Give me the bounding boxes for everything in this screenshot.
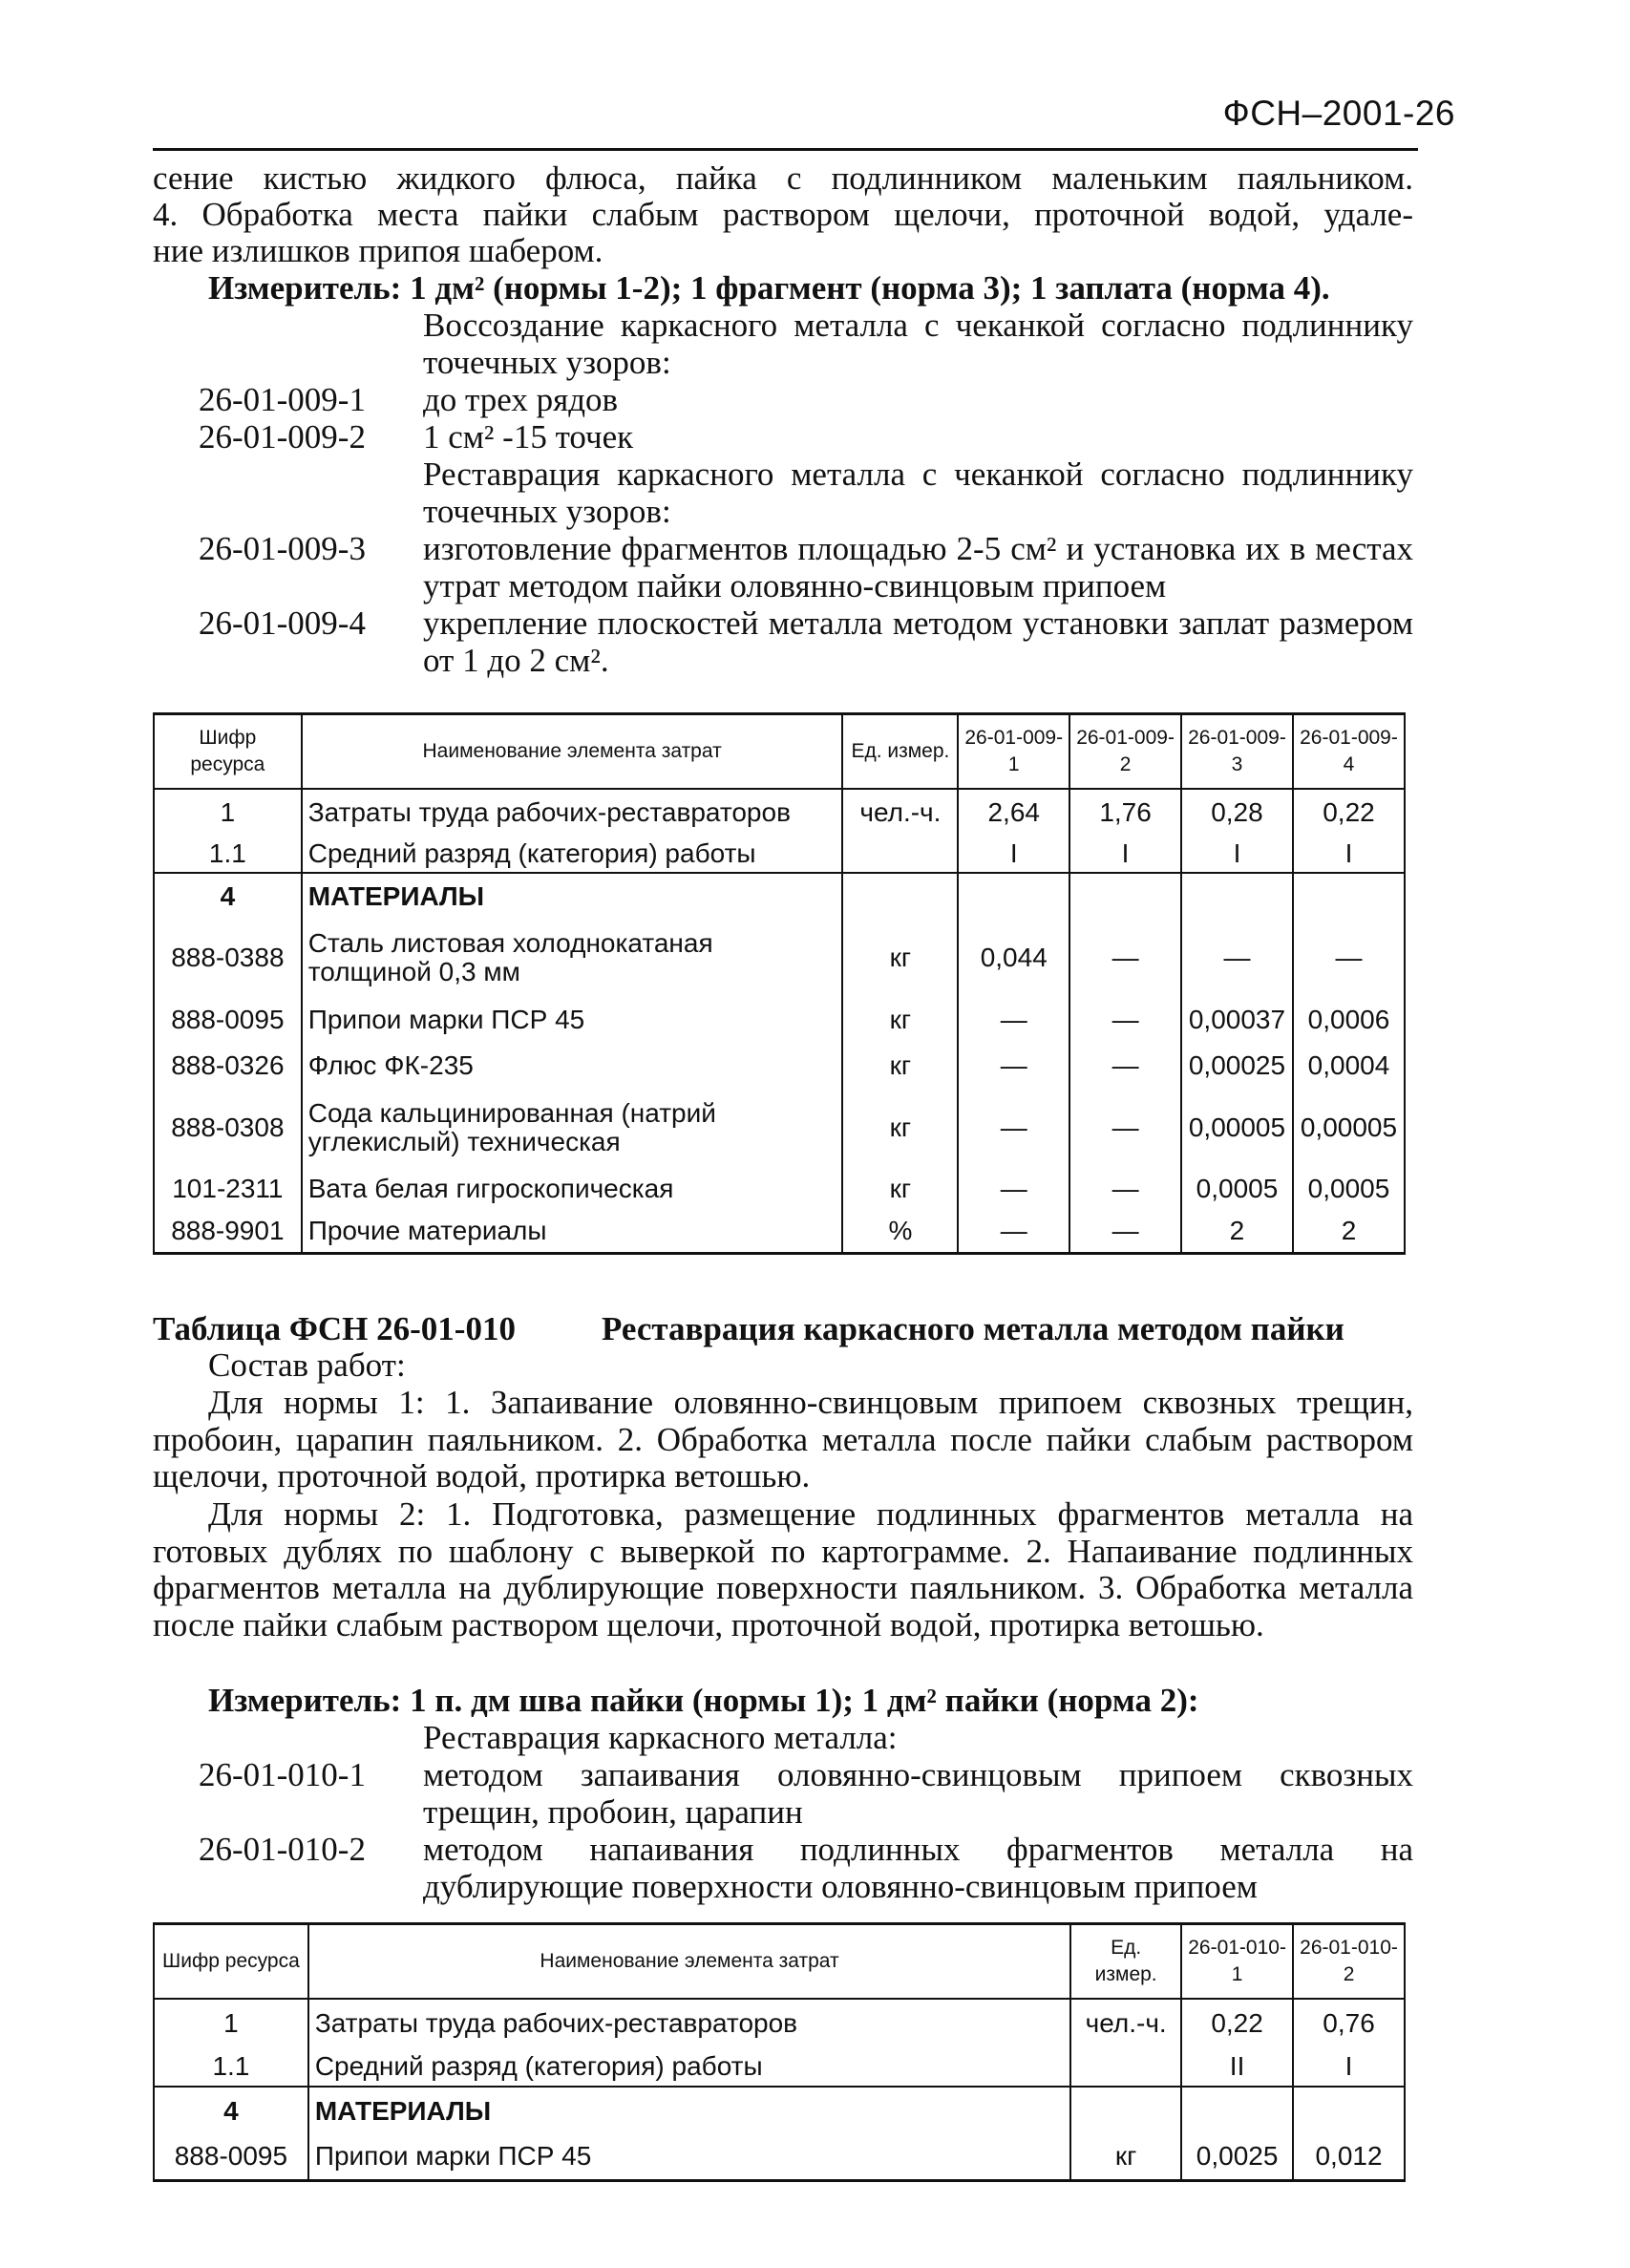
- text-line: сение кистью жидкого флюса, пайка с подлинником маленьким паяльником.: [153, 159, 1413, 197]
- table-row: 888-0326 Флюс ФК-235 кг — — 0,00025 0,0004: [154, 1043, 1405, 1089]
- table-title: [153, 1310, 1344, 1348]
- table-subtitle: Реставрация каркасного металла методом пайки: [602, 1310, 1344, 1347]
- text-line: ние излишков припоя шабером.: [153, 232, 603, 269]
- paragraph: Для нормы 2: 1. Подготовка, размещение подлинных фрагментов металла на готовых дублях по шаблону с выверкой по картограмме. 2. Напаивание подлинных фрагментов металла на дублирующие поверхности паяльником. 3. Обработка металла после пайки слабым раствором щелочи, проточной водой, протирка ветошью.: [153, 1495, 1413, 1643]
- table-row: 888-0308 Сода кальцинированная (натрий углекислый) техническая кг — — 0,00005 0,00005: [154, 1089, 1405, 1167]
- table-row: 888-0388 Сталь листовая холоднокатаная толщиной 0,3 мм кг 0,044 — — —: [154, 919, 1405, 997]
- norm-group-heading: Реставрация каркасного металла с чеканкой согласно подлиннику точечных узоров:: [423, 456, 1413, 530]
- measure-line: Измеритель: 1 дм² (нормы 1-2); 1 фрагмент (норма 3); 1 заплата (норма 4).: [208, 269, 1330, 307]
- table-label: Таблица ФСН 26-01-010: [153, 1310, 516, 1347]
- table-row: 888-0095 Припои марки ПСР 45 кг — — 0,00037 0,0006: [154, 997, 1405, 1043]
- table-row: 1.1 Средний разряд (категория) работы II I: [154, 2046, 1405, 2087]
- table-row: 1.1 Средний разряд (категория) работы I I I I: [154, 835, 1405, 873]
- norm-entry: 26-01-009-4 укрепление плоскостей металла методом установки заплат размером от 1 до 2 см².: [199, 604, 1413, 679]
- table-section-row: 4 МАТЕРИАЛЫ: [154, 873, 1405, 919]
- paragraph: Для нормы 1: 1. Запаивание оловянно-свинцовым припоем сквозных трещин, пробоин, царапин паяльником. 2. Обработка металла после пайки слабым раствором щелочи, проточной водой, протирка ветошью.: [153, 1384, 1413, 1494]
- table-row: 888-9901 Прочие материалы % — — 2 2: [154, 1211, 1405, 1253]
- text-line: 4. Обработка места пайки слабым раствором щелочи, проточной водой, удале-: [153, 196, 1413, 233]
- norm-entry: 26-01-010-2 методом напаивания подлинных фрагментов металла на дублирующие поверхности оловянно-свинцовым припоем: [199, 1831, 1413, 1905]
- measure-line: Измеритель: 1 п. дм шва пайки (нормы 1); 1 дм² пайки (норма 2):: [208, 1682, 1199, 1719]
- work-label: Состав работ:: [208, 1346, 406, 1384]
- document-code: ФСН–2001-26: [1222, 94, 1455, 133]
- header-rule: [153, 148, 1418, 151]
- resource-table-2: [153, 1922, 1406, 2182]
- table-header-row: Шифр ресурса Наименование элемента затрат Ед. измер. 26-01-009-1 26-01-009-2 26-01-009-3 26-01-009-4: [154, 714, 1405, 790]
- norm-group-heading: Реставрация каркасного металла:: [423, 1719, 898, 1756]
- norm-entry: 26-01-009-3 изготовление фрагментов площадью 2-5 см² и установка их в местах утрат методом пайки оловянно-свинцовым припоем: [199, 530, 1413, 604]
- table-row: 1 Затраты труда рабочих-реставраторов чел.-ч. 0,22 0,76: [154, 1999, 1405, 2046]
- norm-entry: 26-01-010-1 методом запаивания оловянно-свинцовым припоем сквозных трещин, пробоин, царапин: [199, 1756, 1413, 1831]
- table-header-row: Шифр ресурса Наименование элемента затрат Ед. измер. 26-01-010-1 26-01-010-2: [154, 1924, 1405, 2000]
- norm-entry: 26-01-009-1 до трех рядов: [199, 381, 619, 418]
- table-row: 888-0095 Припои марки ПСР 45 кг 0,0025 0,012: [154, 2134, 1405, 2180]
- table-row: 101-2311 Вата белая гигроскопическая кг — — 0,0005 0,0005: [154, 1167, 1405, 1211]
- norm-entry: 26-01-009-2 1 см² -15 точек: [199, 418, 634, 456]
- table-section-row: 4 МАТЕРИАЛЫ: [154, 2087, 1405, 2134]
- table-row: 1 Затраты труда рабочих-реставраторов чел.-ч. 2,64 1,76 0,28 0,22: [154, 789, 1405, 835]
- norm-group-heading: Воссоздание каркасного металла с чеканкой согласно подлиннику точечных узоров:: [423, 307, 1413, 381]
- resource-table-1: [153, 712, 1406, 1255]
